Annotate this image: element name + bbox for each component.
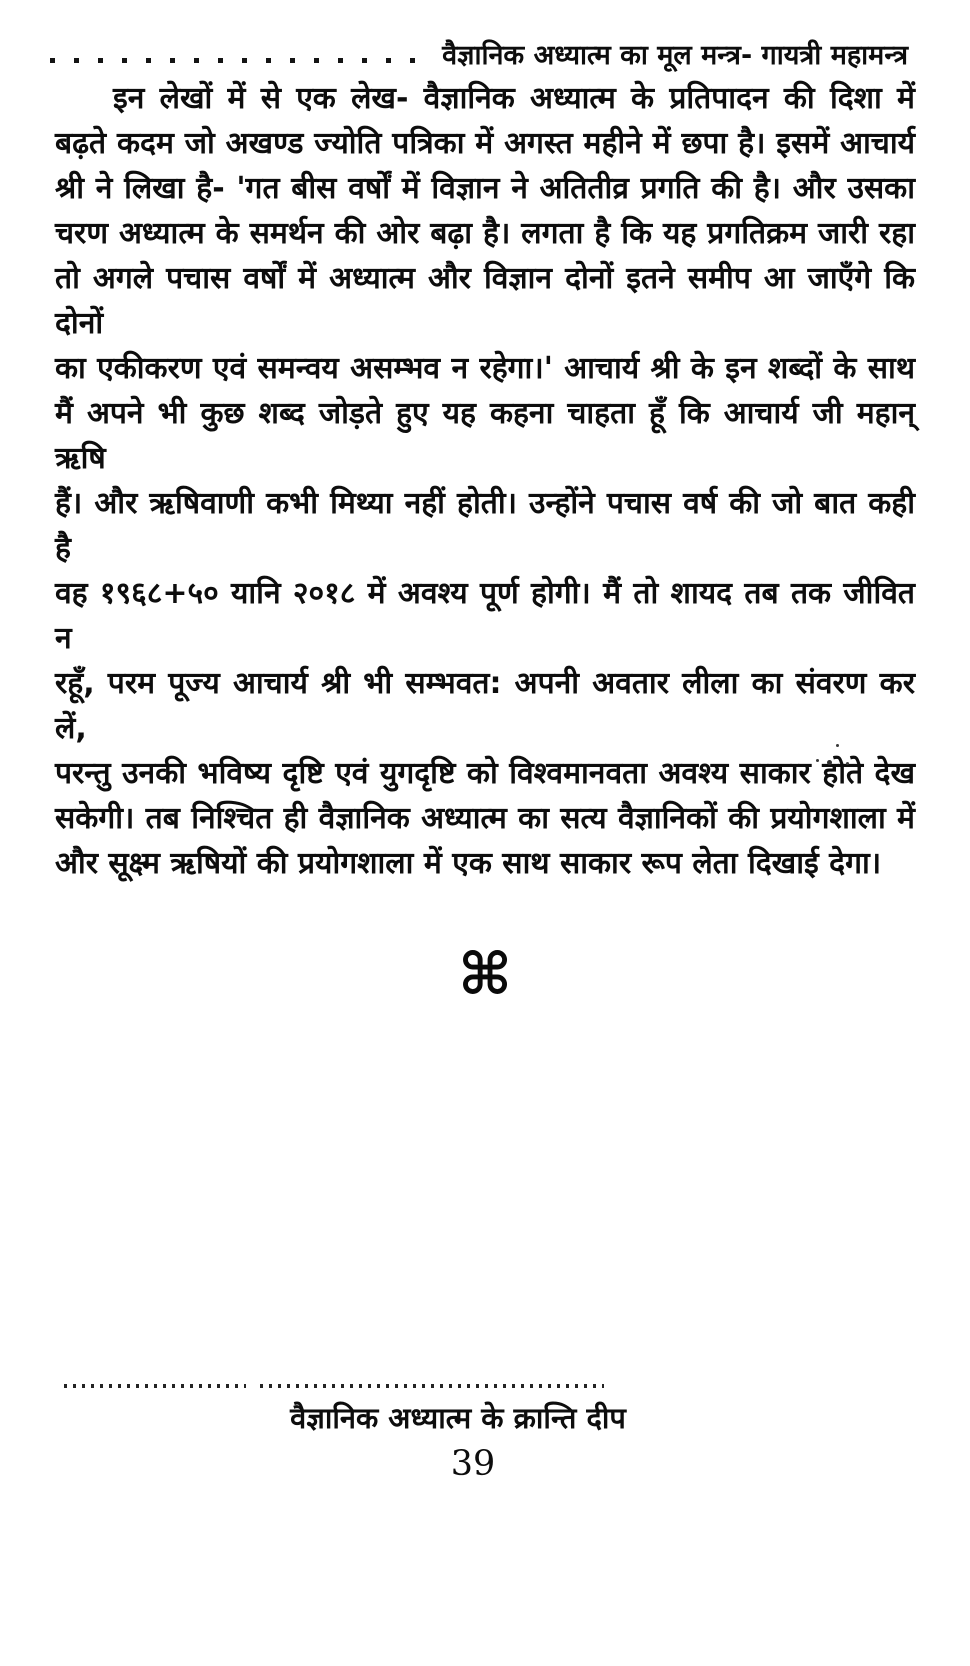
body-line: तो अगले पचास वर्षों में अध्यात्म और विज्ञान दोनों इतने समीप आ जाएँगे कि दोनों xyxy=(55,261,915,341)
body-line: रहूँ, परम पूज्य आचार्य श्री भी सम्भवत: अपनी अवतार लीला का संवरण कर लें, xyxy=(55,666,915,746)
body-line: चरण अध्यात्म के समर्थन की ओर बढ़ा है। लगता है कि यह प्रगतिक्रम जारी रहा xyxy=(55,216,915,251)
body-line: बढ़ते कदम जो अखण्ड ज्योति पत्रिका में अगस्त महीने में छपा है। इसमें आचार्य xyxy=(55,126,915,161)
header-dotted-leader xyxy=(50,58,434,63)
body-line: का एकीकरण एवं समन्वय असम्भव न रहेगा।' आचार्य श्री के इन शब्दों के साथ xyxy=(55,351,915,386)
body-line: सकेगी। तब निश्चित ही वैज्ञानिक अध्यात्म का सत्य वैज्ञानिकों की प्रयोगशाला में xyxy=(55,801,915,836)
footer-dotted-rule xyxy=(64,1384,604,1388)
section-divider-ornament: ⌘ xyxy=(458,940,512,1008)
book-title: वैज्ञानिक अध्यात्म के क्रान्ति दीप xyxy=(290,1401,626,1435)
body-line: मैं अपने भी कुछ शब्द जोड़ते हुए यह कहना चाहता हूँ कि आचार्य जी महान् ऋषि xyxy=(55,396,915,476)
footer-rule-segment xyxy=(64,1384,246,1388)
page-header xyxy=(50,40,908,72)
footer-rule-gap xyxy=(246,1384,260,1388)
body-line: इन लेखों में से एक लेख- वैज्ञानिक अध्यात्म के प्रतिपादन की दिशा में xyxy=(113,81,915,116)
body-line: और सूक्ष्म ऋषियों की प्रयोगशाला में एक साथ साकार रूप लेता दिखाई देगा। xyxy=(55,846,882,881)
chapter-title: वैज्ञानिक अध्यात्म का मूल मन्त्र- गायत्री महामन्त्र xyxy=(442,40,908,71)
footer-rule-segment xyxy=(260,1384,604,1388)
body-line: श्री ने लिखा है- 'गत बीस वर्षों में विज्ञान ने अतितीव्र प्रगति की है। और उसका xyxy=(55,171,915,206)
scan-speck xyxy=(812,742,858,770)
body-line: वह १९६८+५० यानि २०१८ में अवश्य पूर्ण होगी। मैं तो शायद तब तक जीवित न xyxy=(55,576,915,656)
body-line: हैं। और ऋषिवाणी कभी मिथ्या नहीं होती। उन्होंने पचास वर्ष की जो बात कही है xyxy=(55,486,915,566)
page-number: 39 xyxy=(450,1444,496,1484)
body-line: परन्तु उनकी भविष्य दृष्टि एवं युगदृष्टि को विश्वमानवता अवश्य साकार होते देख xyxy=(55,756,915,791)
body-paragraph xyxy=(55,76,915,886)
